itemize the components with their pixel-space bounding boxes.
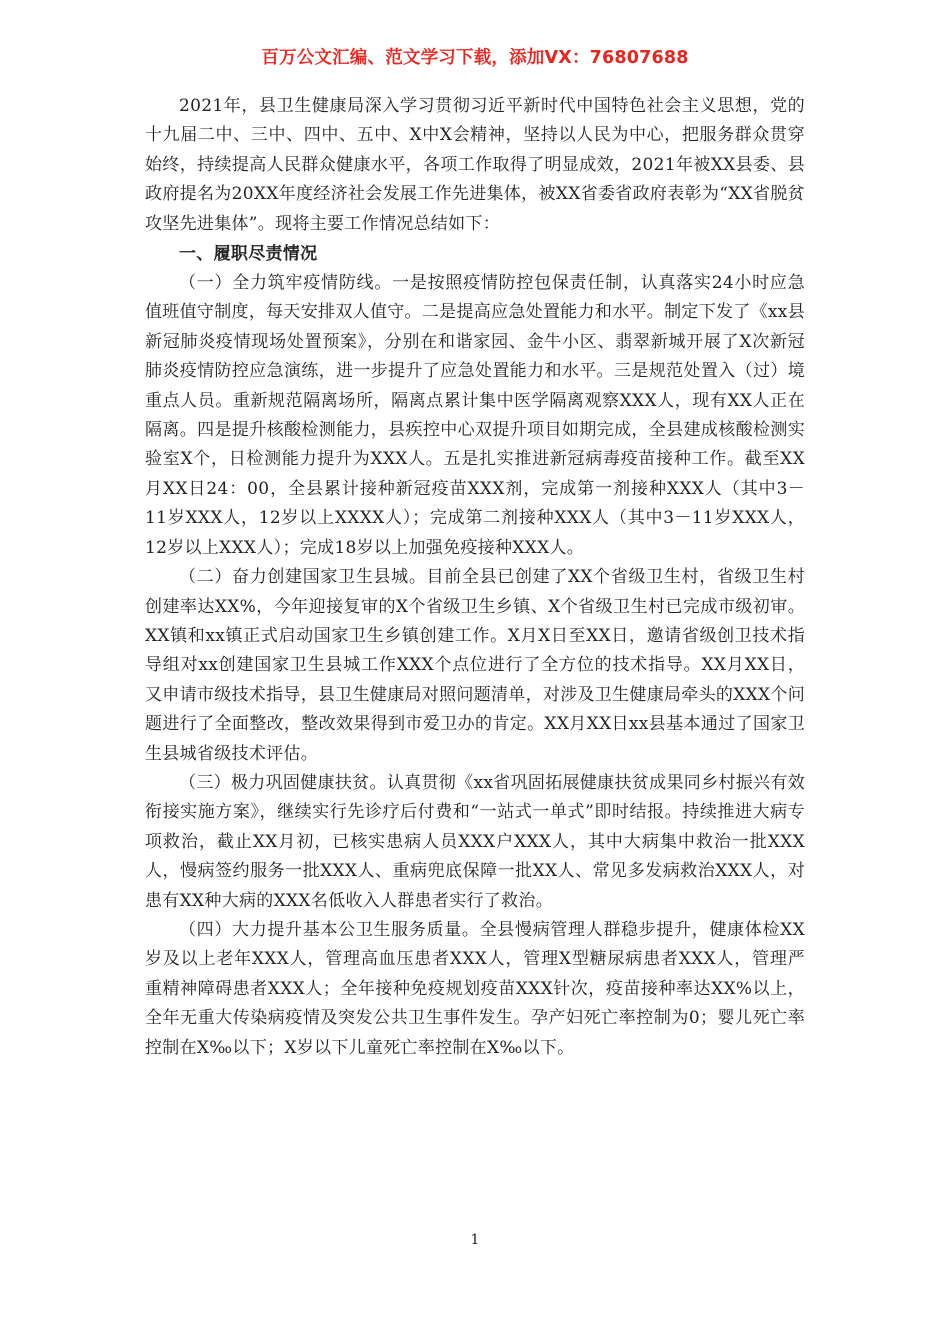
paragraph-health-poverty-relief: （三）极力巩固健康扶贫。认真贯彻《xx省巩固拓展健康扶贫成果同乡村振兴有效衔接实施方案》，继续实行先诊疗后付费和“一站式一单式”即时结报。持续推进大病专项救治，截止XX月初，已核实患病人员XXX户XXX人，其中大病集中救治一批XXX人，慢病签约服务一批XXX人、重病兜底保障一批XX人、常见多发病救治XXX人，对患有XX种大病的XXX名低收入人群患者实行了救治。 bbox=[145, 772, 805, 911]
document-body bbox=[145, 92, 805, 1063]
paragraph-public-health-services: （四）大力提升基本公卫生服务质量。全县慢病管理人群稳步提升，健康体检XX岁及以上老年XXX人，管理高血压患者XXX人，管理X型糖尿病患者XXX人，管理严重精神障碍患者XXX人；全年接种免疫规划疫苗XXX针次，疫苗接种率达XX%以上，全年无重大传染病疫情及突发公共卫生事件发生。孕产妇死亡率控制为0；婴儿死亡率控制在X‰以下；X岁以下儿童死亡率控制在X‰以下。 bbox=[145, 919, 805, 1058]
paragraph-sanitary-county: （二）奋力创建国家卫生县城。目前全县已创建了XX个省级卫生村，省级卫生村创建率达XX%，今年迎接复审的X个省级卫生乡镇、X个省级卫生村已完成市级初审。XX镇和xx镇正式启动国家卫生乡镇创建工作。X月X日至XX日，邀请省级创卫技术指导组对xx创建国家卫生县城工作XXX个点位进行了全方位的技术指导。XX月XX日，又申请市级技术指导，县卫生健康局对照问题清单，对涉及卫生健康局牵头的XXX个问题进行了全面整改，整改效果得到市爱卫办的肯定。XX月XX日xx县基本通过了国家卫生县城省级技术评估。 bbox=[145, 567, 806, 764]
intro-paragraph: 2021年，县卫生健康局深入学习贯彻习近平新时代中国特色社会主义思想，党的十九届二中、三中、四中、五中、X中X会精神，坚持以人民为中心，把服务群众贯穿始终，持续提高人民群众健康水平，各项工作取得了明显成效，2021年被XX县委、县政府提名为20XX年度经济社会发展工作先进集体，被XX省委省政府表彰为“XX省脱贫攻坚先进集体”。现将主要工作情况总结如下： bbox=[145, 96, 805, 234]
watermark-banner: 百万公文汇编、范文学习下载，添加VX：76807688 bbox=[261, 48, 689, 68]
paragraph-epidemic-prevention: （一）全力筑牢疫情防线。一是按照疫情防控包保责任制，认真落实24小时应急值班值守制度，每天安排双人值守。二是提高应急处置能力和水平。制定下发了《xx县新冠肺炎疫情现场处置预案》，分别在和谐家园、金牛小区、翡翠新城开展了X次新冠肺炎疫情防控应急演练，进一步提升了应急处置能力和水平。三是规范处置入（过）境重点人员。重新规范隔离场所，隔离点累计集中医学隔离观察XXX人，现有XX人正在隔离。四是提升核酸检测能力，县疾控中心双提升项目如期完成，全县建成核酸检测实验室X个，日检测能力提升为XXX人。五是扎实推进新冠病毒疫苗接种工作。截至XX月XX日24：00，全县累计接种新冠疫苗XXX剂，完成第一剂接种XXX人（其中3－11岁XXX人，12岁以上XXXX人）；完成第二剂接种XXX人（其中3－11岁XXX人，12岁以上XXX人）；完成18岁以上加强免疫接种XXX人。 bbox=[145, 273, 805, 558]
section-heading: 一、履职尽责情况 bbox=[179, 244, 318, 265]
page-number: 1 bbox=[470, 1232, 480, 1248]
